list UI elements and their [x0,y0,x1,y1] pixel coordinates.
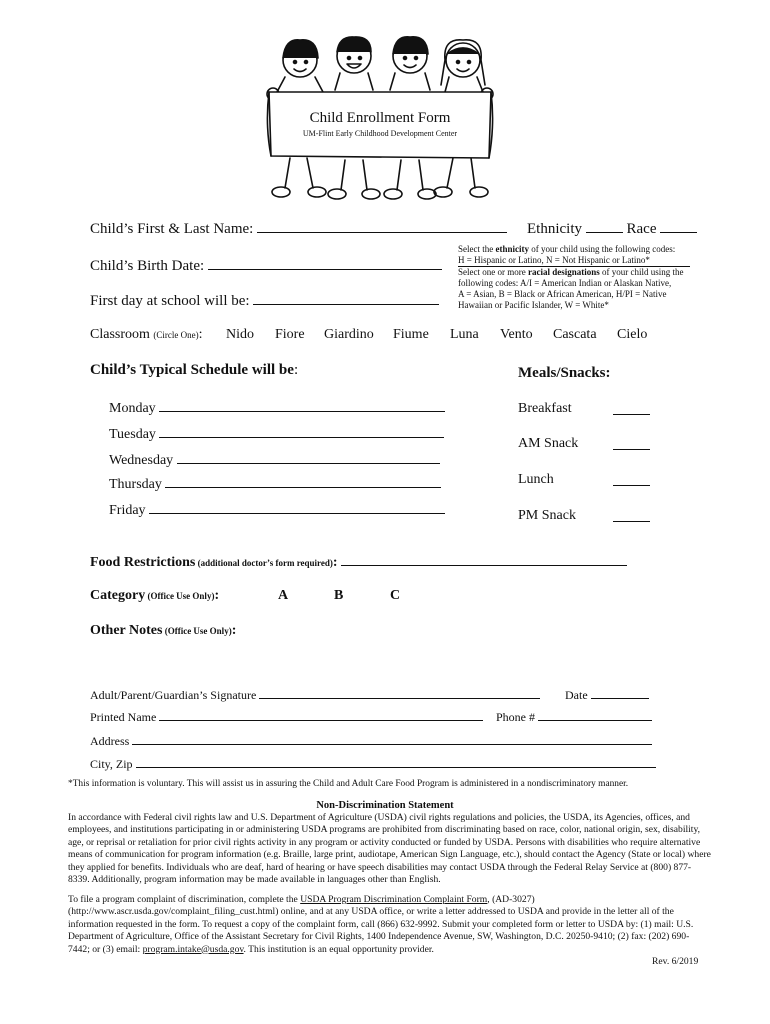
classroom-option-nido[interactable]: Nido [226,327,254,342]
city-zip-label: City, Zip [90,757,133,771]
category-option-a[interactable]: A [278,588,289,603]
tuesday-field[interactable] [159,424,444,438]
printed-name-field[interactable] [159,709,483,721]
phone-field[interactable] [538,709,652,721]
meal-am-snack: AM Snack [518,436,579,451]
breakfast-field[interactable] [613,401,650,415]
classroom-row: Classroom (Circle One): [90,327,203,342]
classroom-option-luna[interactable]: Luna [450,327,479,342]
ethnicity-field[interactable] [586,219,623,233]
codes-line-6: Hawaiian or Pacific Islander, W = White* [458,300,609,310]
form-title: Child Enrollment Form [309,110,451,126]
meals-heading: Meals/Snacks: [518,365,611,381]
nondiscrimination-para-2: To file a program complaint of discrimination, complete the USDA Program Discrimination Complaint Form, (AD-3027) (http://www.ascr.usda.gov/complaint_filing_cust.html) online, and at any USDA office, or write a letter addressed to USDA and provide in the letter all of the information requested in the form. To request a copy of the complaint form, call (866) 632-9992. Submit your completed form or letter to USDA by: (1) mail: U.S. Department of Agriculture, Office of the Assistant Secretary for Civil Rights, 1400 Independence Avenue, SW, Washington, D.C. 20250-9410; (2) fax: (202) 690-7442; or (3) email: program.intake@usda.gov. This institution is an equal opportunity provider. [68,894,694,955]
food-restrictions-note: (additional doctor’s form required) [195,558,333,568]
phone-label: Phone # [496,710,535,724]
email-link[interactable]: program.intake@usda.gov [142,943,244,955]
classroom-option-cascata[interactable]: Cascata [553,327,597,342]
nondiscrimination-heading: Non-Discrimination Statement [316,800,454,811]
classroom-option-vento[interactable]: Vento [500,327,533,342]
birth-date-row [90,256,442,275]
ethnicity-race-row [527,219,697,238]
phone-row [496,709,652,725]
classroom-option-fiume[interactable]: Fiume [393,327,429,342]
wednesday-field[interactable] [177,450,440,464]
schedule-monday: Monday [109,398,445,417]
first-day-field[interactable] [253,291,439,305]
first-day-label: First day at school will be: [90,293,250,309]
birth-date-label: Child’s Birth Date: [90,258,205,274]
lunch-field[interactable] [613,472,650,486]
category-note: (Office Use Only) [145,591,215,601]
category-option-b[interactable]: B [334,588,344,603]
classroom-option-cielo[interactable]: Cielo [617,327,648,342]
child-name-label: Child’s First & Last Name: [90,221,254,237]
signature-field[interactable] [259,687,540,699]
schedule-tuesday: Tuesday [109,424,444,443]
voluntary-footnote: *This information is voluntary. This will assist us in assuring the Child and Adult Care Food Program is administered in a nondiscriminatory manner. [68,779,629,789]
signature-row [90,687,540,703]
race-label: Race [626,221,657,237]
complaint-form-link[interactable]: USDA Program Discrimination Complaint Form [300,894,488,905]
category-option-c[interactable]: C [390,588,401,603]
first-day-row [90,291,439,310]
other-notes-label: Other Notes [90,623,163,638]
ethnicity-label: Ethnicity [527,221,582,237]
meal-pm-snack: PM Snack [518,508,576,523]
food-restrictions-label: Food Restrictions [90,555,196,570]
codes-line-2: H = Hispanic or Latino, N = Not Hispanic or Latino* [458,255,690,267]
date-label: Date [565,688,588,702]
city-zip-row [90,756,656,772]
signature-label: Adult/Parent/Guardian’s Signature [90,688,257,702]
child-name-field[interactable] [257,219,507,233]
category-label: Category [90,588,146,603]
meal-lunch: Lunch [518,472,554,487]
am-snack-field[interactable] [613,436,650,450]
address-row [90,733,652,749]
codes-line-4: following codes: A/I = American Indian or Alaskan Native, [458,278,672,288]
race-field[interactable] [660,219,697,233]
classroom-option-giardino[interactable]: Giardino [324,327,374,342]
category-row: Category (Office Use Only): [90,588,220,603]
printed-name-row [90,709,483,725]
other-notes-note: (Office Use Only) [162,626,232,636]
codes-line-5: A = Asian, B = Black or African American, H/PI = Native [458,289,667,299]
monday-field[interactable] [159,398,445,412]
classroom-label: Classroom [90,327,150,342]
circle-one-note: (Circle One) [153,330,199,340]
birth-date-field[interactable] [208,256,442,270]
city-zip-field[interactable] [136,756,656,768]
pm-snack-field[interactable] [613,508,650,522]
revision-date: Rev. 6/2019 [652,956,699,967]
ethnicity-codes [458,244,690,311]
address-field[interactable] [132,733,652,745]
food-restrictions-row: Food Restrictions (additional doctor’s form required): [90,552,627,571]
address-label: Address [90,734,130,748]
date-row [565,687,649,703]
form-subtitle: UM-Flint Early Childhood Development Center [302,129,458,138]
other-notes-row: Other Notes (Office Use Only): [90,623,237,638]
schedule-heading: Child’s Typical Schedule will be: [90,362,299,378]
printed-name-label: Printed Name [90,710,157,724]
nondiscrimination-para-1: In accordance with Federal civil rights law and U.S. Department of Agriculture (USDA) civil rights regulations and policies, the USDA, its Agencies, offices, and employees, and institutions participating in or administering USDA programs are prohibited from discriminating based on race, color, national origin, sex, disability, age, or reprisal or retaliation for prior civil rights activity in any program or activity conducted or funded by USDA. Persons with disabilities who require alternative means of communication for program information (e.g. Braille, large print, audiotape, American Sign Language, etc.), should contact the Agency (State or local) where they applied for benefits. Individuals who are deaf, hard of hearing or have speech disabilities may contact USDA through the Federal Relay Service at (800) 877-8339. Additionally, program information may be made available in languages other than English. [68,812,711,886]
food-restrictions-field[interactable] [341,552,627,566]
codes-line-1: Select the ethnicity of your child using the following codes: [458,244,676,254]
meal-breakfast: Breakfast [518,401,572,416]
friday-field[interactable] [149,500,445,514]
schedule-friday: Friday [109,500,445,519]
schedule-thursday: Thursday [109,474,441,493]
codes-line-3: Select one or more racial designations of your child using the [458,267,684,277]
classroom-option-fiore[interactable]: Fiore [275,327,305,342]
schedule-wednesday: Wednesday [109,450,440,469]
child-name-row [90,219,507,238]
thursday-field[interactable] [165,474,441,488]
date-field[interactable] [591,687,649,699]
